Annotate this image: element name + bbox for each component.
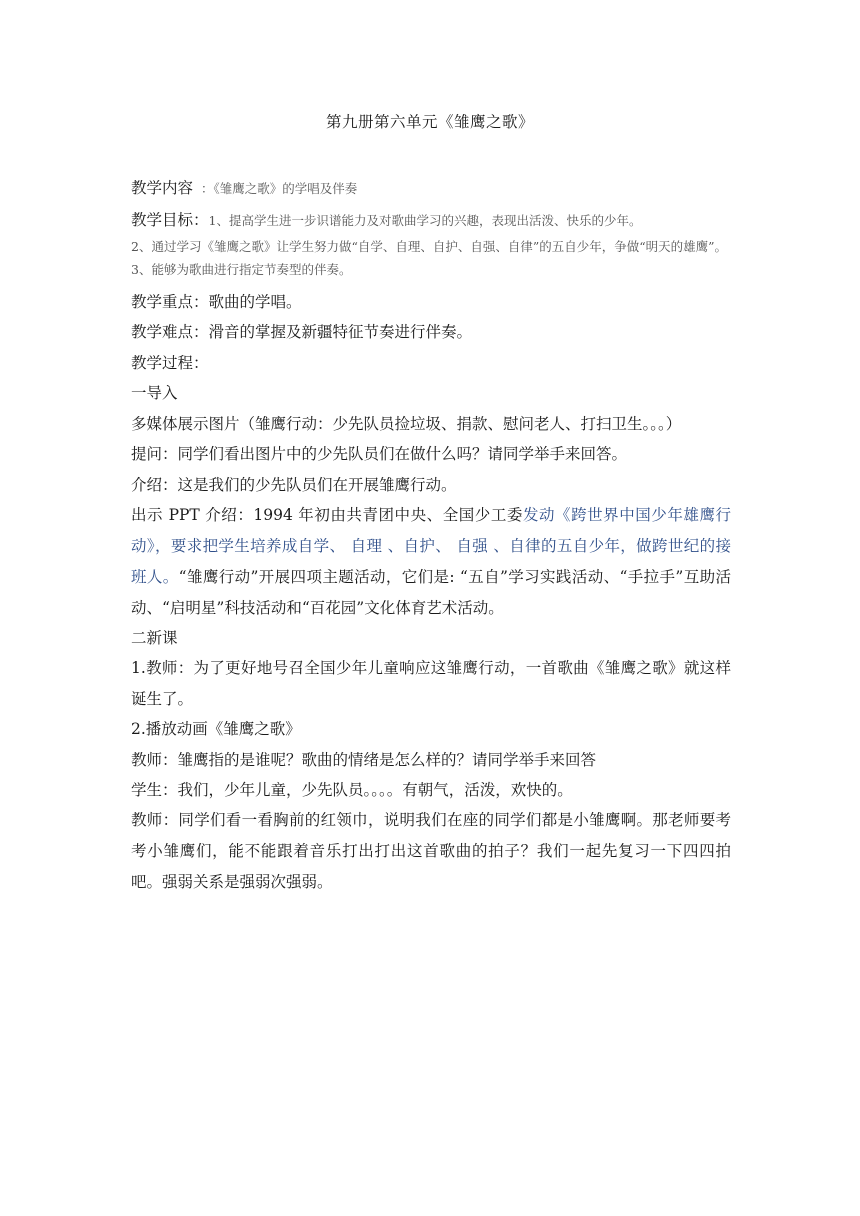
paragraph-7: 教师：雏鹰指的是谁呢？歌曲的情绪是怎么样的？请同学举手来回答 [131, 750, 597, 769]
paragraph-3: 介绍：这是我们的少先队员们在开展雏鹰行动。 [131, 475, 457, 494]
teaching-content-label: 教学内容 [131, 179, 194, 197]
paragraph-5: 1.教师：为了更好地号召全国少年儿童响应这雏鹰行动，一首歌曲《雏鹰之歌》就这样诞生了。 [131, 659, 731, 708]
key-point: 教学重点：歌曲的学唱。 [131, 292, 302, 311]
paragraph-4-rest: “雏鹰行动”开展四项主题活动，它们是: “五自”学习实践活动、“手拉手”互助活动、“启明星”科技活动和“百花园”文化体育艺术活动。 [131, 567, 731, 617]
section-intro: 一导入 [131, 384, 178, 402]
teaching-goal-1: 1、提高学生进一步识谱能力及对歌曲学习的兴趣，表现出活泼、快乐的少年。 [208, 212, 642, 228]
teaching-content-value: ：《雏鹰之歌》的学唱及伴奏 [197, 181, 358, 196]
paragraph-6: 2.播放动画《雏鹰之歌》 [131, 720, 301, 738]
document-body [131, 178, 731, 899]
paragraph-9: 教师：同学们看一看胸前的红领巾，说明我们在座的同学们都是小雏鹰啊。那老师要考考小雏鹰们，能不能跟着音乐打出打出这首歌曲的拍子？我们一起先复习一下四四拍吧。强弱关系是强弱次强弱。 [131, 811, 731, 891]
teaching-goal-2: 2、通过学习《雏鹰之歌》让学生努力做“自学、自理、自护、自强、自律”的五自少年，争做“明天的雄鹰”。 [131, 238, 728, 254]
process-heading: 教学过程： [131, 353, 209, 372]
teaching-goals-line [131, 210, 731, 231]
teaching-goals-label: 教学目标： [131, 210, 209, 229]
paragraph-4-highlight: 发动《跨世界中国少年雄鹰行动》，要求把学生培养成自学、 自理 、自护、 自强 、自律的五自少年，做跨世纪的接班人。 [131, 505, 731, 586]
paragraph-2: 提问：同学们看出图片中的少先队员们在做什么吗？请同学举手来回答。 [131, 445, 628, 463]
section-new-lesson: 二新课 [131, 628, 178, 647]
document-title: 第九册第六单元《雏鹰之歌》 [325, 113, 534, 131]
teaching-goal-3: 3、能够为歌曲进行指定节奏型的伴奏。 [131, 261, 352, 277]
paragraph-4-intro: 出示 PPT 介绍：1994 年初由共青团中央、全国少工委 [131, 505, 523, 524]
paragraph-8: 学生：我们，少年儿童，少先队员。。。。有朝气，活泼，欢快的。 [131, 781, 573, 799]
paragraph-4 [131, 500, 731, 624]
teaching-content-line [131, 178, 731, 199]
paragraph-1: 多媒体展示图片（雏鹰行动：少先队员捡垃圾、捐款、慰问老人、打扫卫生。。。） [131, 414, 682, 433]
difficulty: 教学难点：滑音的掌握及新疆特征节奏进行伴奏。 [131, 323, 473, 341]
